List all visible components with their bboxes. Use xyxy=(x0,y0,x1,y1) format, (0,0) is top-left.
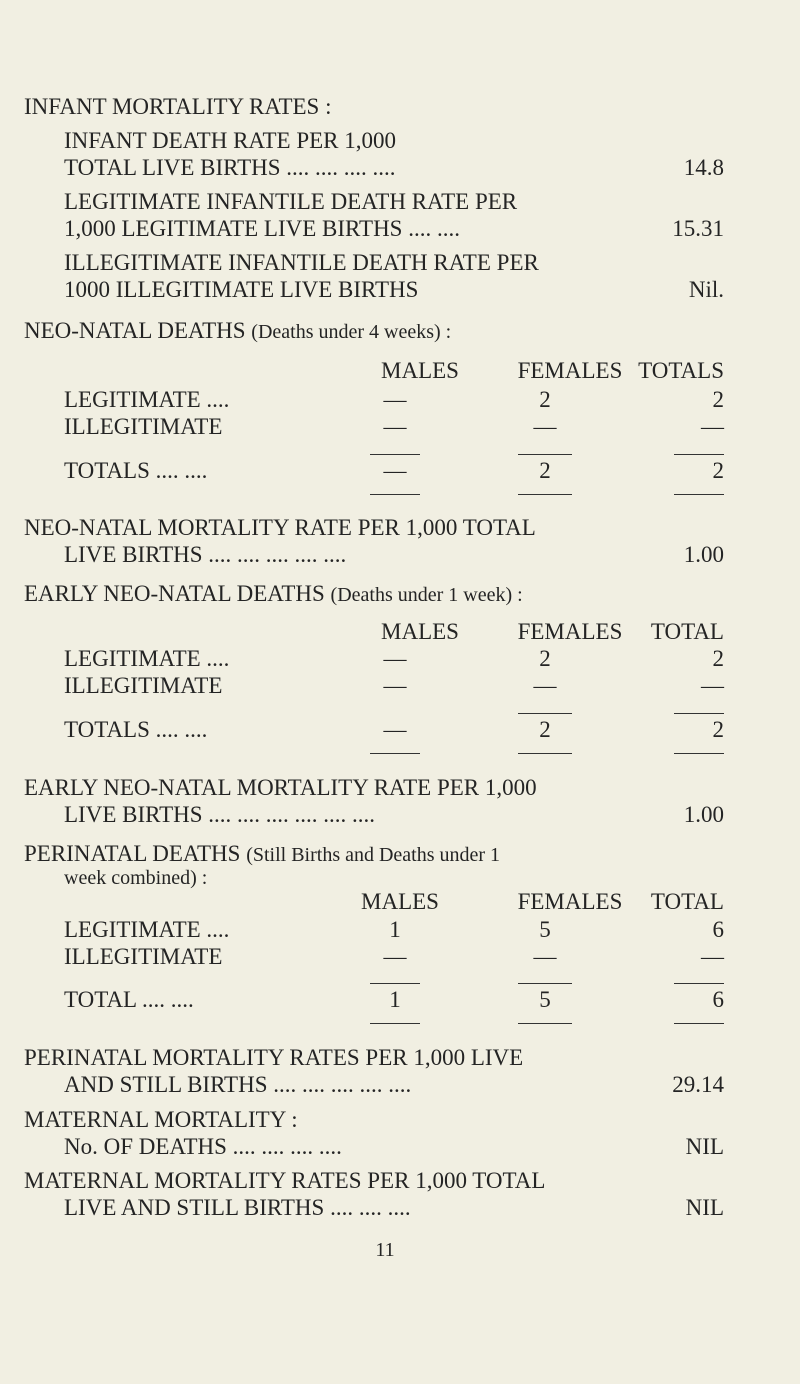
early-neonatal-row-illegitimate-males: — xyxy=(383,673,407,698)
perinatal-totals-males: 1 xyxy=(389,987,401,1012)
neonatal-row-illegitimate-total: — xyxy=(701,414,724,439)
neonatal-rule-top-total xyxy=(674,454,724,455)
neonatal-rule-bottom-females xyxy=(518,494,572,495)
neonatal-row-legitimate-total: 2 xyxy=(712,387,724,412)
early-neonatal-header-males: MALES xyxy=(381,619,459,644)
perinatal-deaths-heading xyxy=(24,841,500,868)
early-neonatal-row-legitimate-males: — xyxy=(383,646,407,671)
legitimate-rate-label-line1: LEGITIMATE INFANTILE DEATH RATE PER xyxy=(64,189,518,214)
perinatal-deaths-subtitle-line2: week combined) : xyxy=(64,867,208,889)
perinatal-row-legitimate-total: 6 xyxy=(712,917,724,942)
early-neonatal-row-illegitimate-females: — xyxy=(533,673,557,698)
infant-death-rate-value: 14.8 xyxy=(683,155,724,180)
neonatal-rate-value: 1.00 xyxy=(683,542,724,567)
neonatal-rate-label-line2: LIVE BIRTHS .... .... .... .... .... xyxy=(64,542,347,567)
early-neonatal-totals-males: — xyxy=(383,717,407,742)
neonatal-rule-top-females xyxy=(518,454,572,455)
early-neonatal-deaths-subtitle: (Deaths under 1 week) : xyxy=(330,584,523,606)
section-heading-infant-mortality: INFANT MORTALITY RATES : xyxy=(24,94,332,119)
perinatal-rate-label-line2: AND STILL BIRTHS .... .... .... .... .... xyxy=(64,1072,412,1097)
early-neonatal-row-legitimate-label: LEGITIMATE .... xyxy=(64,646,230,671)
early-neonatal-deaths-heading xyxy=(24,581,523,608)
maternal-deaths-label: No. OF DEATHS .... .... .... .... xyxy=(64,1134,342,1159)
perinatal-row-legitimate-label: LEGITIMATE .... xyxy=(64,917,230,942)
perinatal-totals-total: 6 xyxy=(712,987,724,1012)
perinatal-deaths-title: PERINATAL DEATHS xyxy=(24,841,241,866)
perinatal-row-legitimate-females: 5 xyxy=(539,917,551,942)
perinatal-row-legitimate-males: 1 xyxy=(389,917,401,942)
perinatal-rule-top-males xyxy=(370,983,420,984)
perinatal-row-illegitimate-males: — xyxy=(383,944,407,969)
early-neonatal-rate-label-line1: EARLY NEO-NATAL MORTALITY RATE PER 1,000 xyxy=(24,775,537,800)
perinatal-header-males: MALES xyxy=(361,889,439,914)
neonatal-totals-males: — xyxy=(383,458,407,483)
perinatal-row-illegitimate-females: — xyxy=(533,944,557,969)
neonatal-header-males: MALES xyxy=(381,358,459,383)
neonatal-row-legitimate-females: 2 xyxy=(539,387,551,412)
illegitimate-rate-label-line1: ILLEGITIMATE INFANTILE DEATH RATE PER xyxy=(64,250,539,275)
early-neonatal-totals-total: 2 xyxy=(712,717,724,742)
maternal-mortality-heading: MATERNAL MORTALITY : xyxy=(24,1107,298,1132)
neonatal-row-illegitimate-males: — xyxy=(383,414,407,439)
illegitimate-rate-value: Nil. xyxy=(688,277,724,302)
legitimate-rate-label-line2: 1,000 LEGITIMATE LIVE BIRTHS .... .... xyxy=(64,216,460,241)
maternal-deaths-value: NIL xyxy=(685,1134,724,1159)
neonatal-deaths-title: NEO-NATAL DEATHS xyxy=(24,318,246,343)
legitimate-rate-value: 15.31 xyxy=(672,216,724,241)
perinatal-rule-bottom-total xyxy=(674,1023,724,1024)
early-neonatal-header-total: TOTAL xyxy=(650,619,724,644)
neonatal-rate-label-line1: NEO-NATAL MORTALITY RATE PER 1,000 TOTAL xyxy=(24,515,536,540)
perinatal-header-total: TOTAL xyxy=(650,889,724,914)
neonatal-rule-top-males xyxy=(370,454,420,455)
infant-death-rate-label-line2: TOTAL LIVE BIRTHS .... .... .... .... xyxy=(64,155,396,180)
perinatal-rate-value: 29.14 xyxy=(672,1072,724,1097)
neonatal-totals-females: 2 xyxy=(539,458,551,483)
early-neonatal-rate-label-line2: LIVE BIRTHS .... .... .... .... .... .... xyxy=(64,802,376,827)
early-neonatal-rule-bottom-males xyxy=(370,753,420,754)
early-neonatal-rate-value: 1.00 xyxy=(683,802,724,827)
perinatal-row-illegitimate-total: — xyxy=(701,944,724,969)
perinatal-row-illegitimate-label: ILLEGITIMATE xyxy=(64,944,223,969)
neonatal-header-females: FEMALES xyxy=(517,358,623,383)
maternal-rate-label-line1: MATERNAL MORTALITY RATES PER 1,000 TOTAL xyxy=(24,1168,546,1193)
early-neonatal-deaths-title: EARLY NEO-NATAL DEATHS xyxy=(24,581,325,606)
perinatal-deaths-subtitle: (Still Births and Deaths under 1 xyxy=(246,844,501,866)
neonatal-deaths-subtitle: (Deaths under 4 weeks) : xyxy=(251,321,452,343)
early-neonatal-totals-females: 2 xyxy=(539,717,551,742)
neonatal-deaths-heading xyxy=(24,318,451,345)
perinatal-totals-label: TOTAL .... .... xyxy=(64,987,194,1012)
neonatal-header-totals: TOTALS xyxy=(638,358,724,383)
perinatal-header-females: FEMALES xyxy=(517,889,623,914)
neonatal-totals-total: 2 xyxy=(712,458,724,483)
perinatal-rule-top-females xyxy=(518,983,572,984)
early-neonatal-rule-bottom-total xyxy=(674,753,724,754)
neonatal-rule-bottom-total xyxy=(674,494,724,495)
early-neonatal-rule-bottom-females xyxy=(518,753,572,754)
infant-death-rate-label-line1: INFANT DEATH RATE PER 1,000 xyxy=(64,128,397,153)
perinatal-rate-label-line1: PERINATAL MORTALITY RATES PER 1,000 LIVE xyxy=(24,1045,524,1070)
early-neonatal-row-illegitimate-total: — xyxy=(701,673,724,698)
early-neonatal-row-legitimate-females: 2 xyxy=(539,646,551,671)
illegitimate-rate-label-line2: 1000 ILLEGITIMATE LIVE BIRTHS xyxy=(64,277,419,302)
perinatal-totals-females: 5 xyxy=(539,987,551,1012)
early-neonatal-row-illegitimate-label: ILLEGITIMATE xyxy=(64,673,223,698)
neonatal-rule-bottom-males xyxy=(370,494,420,495)
neonatal-row-illegitimate-females: — xyxy=(533,414,557,439)
early-neonatal-row-legitimate-total: 2 xyxy=(712,646,724,671)
page-number: 11 xyxy=(375,1239,395,1261)
neonatal-row-legitimate-label: LEGITIMATE .... xyxy=(64,387,230,412)
perinatal-rule-bottom-females xyxy=(518,1023,572,1024)
perinatal-rule-bottom-males xyxy=(370,1023,420,1024)
early-neonatal-rule-top-females xyxy=(518,713,572,714)
neonatal-row-legitimate-males: — xyxy=(383,387,407,412)
early-neonatal-header-females: FEMALES xyxy=(517,619,623,644)
perinatal-rule-top-total xyxy=(674,983,724,984)
neonatal-totals-label: TOTALS .... .... xyxy=(64,458,208,483)
maternal-rate-label-line2: LIVE AND STILL BIRTHS .... .... .... xyxy=(64,1195,411,1220)
early-neonatal-totals-label: TOTALS .... .... xyxy=(64,717,208,742)
neonatal-row-illegitimate-label: ILLEGITIMATE xyxy=(64,414,223,439)
early-neonatal-rule-top-total xyxy=(674,713,724,714)
maternal-rate-value: NIL xyxy=(685,1195,724,1220)
